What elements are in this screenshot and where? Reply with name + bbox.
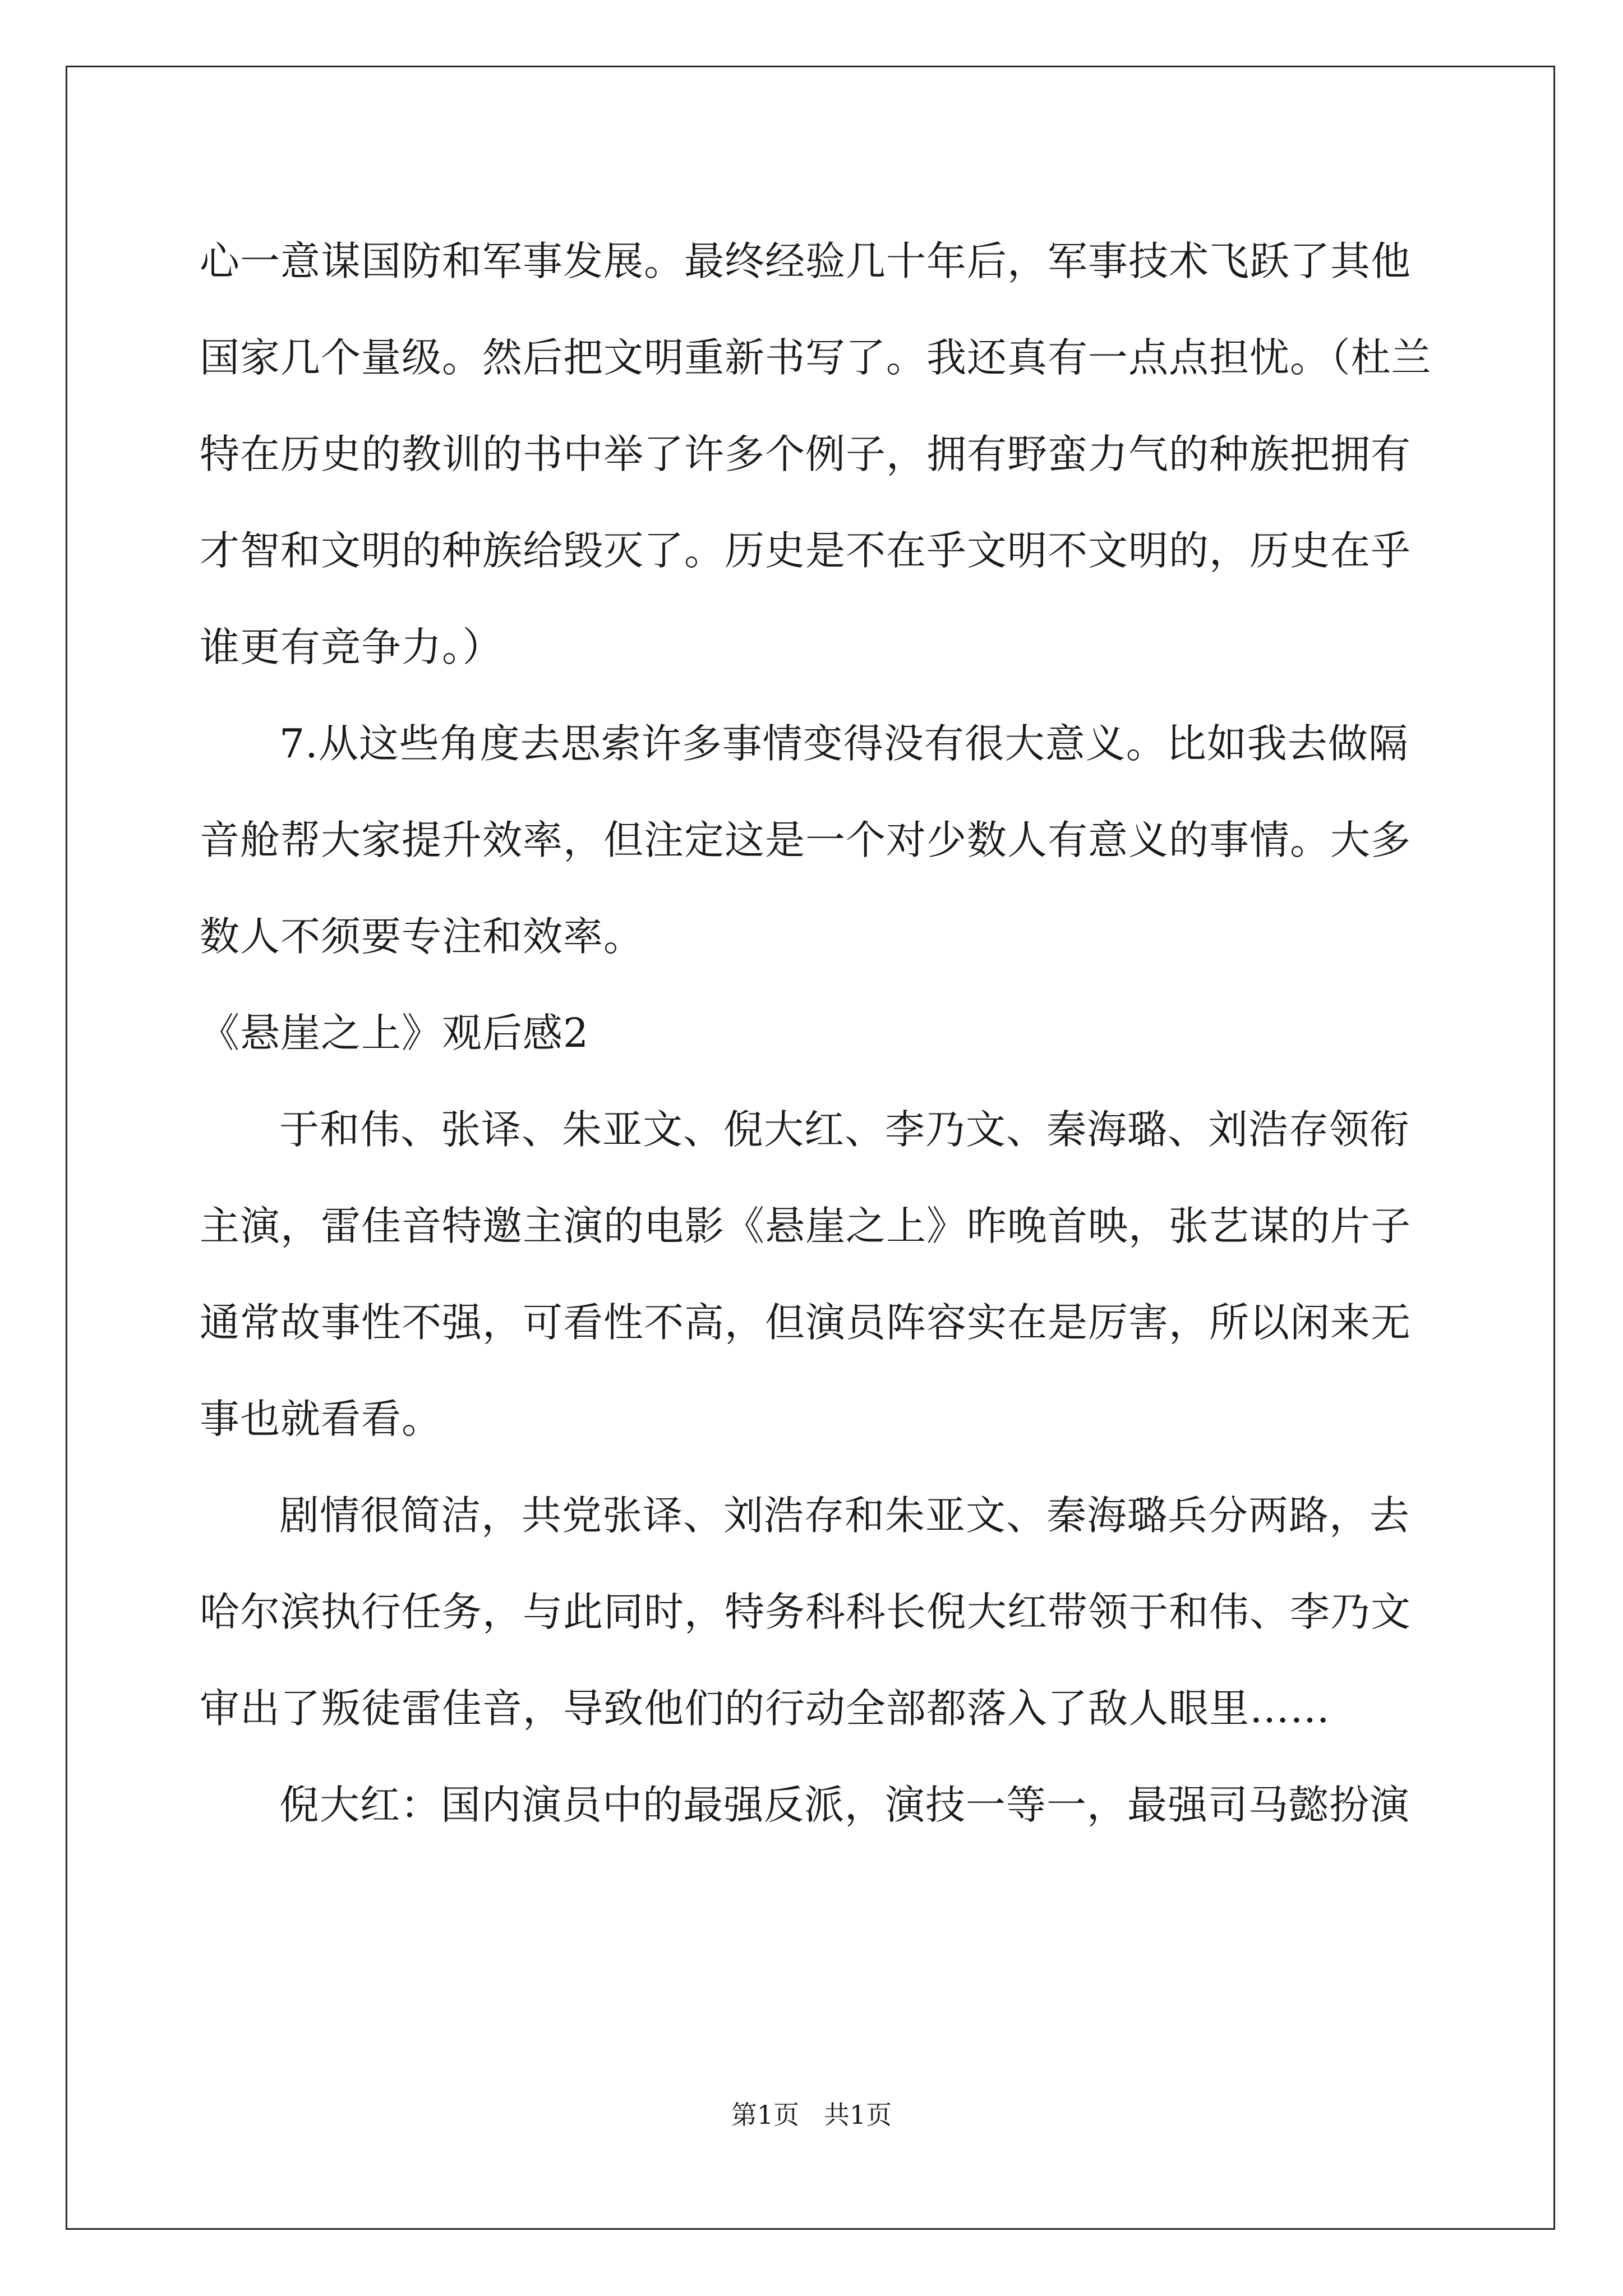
text-line: 谁更有竞争力。）	[200, 624, 503, 670]
text-line: 心一意谋国防和军事发展。最终经验几十年后，军事技术飞跃了其他	[200, 238, 1412, 284]
text-line: 音舱帮大家提升效率，但注定这是一个对少数人有意义的事情。大多	[200, 817, 1412, 863]
text-line: 数人不须要专注和效率。	[200, 913, 644, 960]
page-footer: 第1页 共1页	[731, 2100, 892, 2130]
text-line: 事也就看看。	[200, 1396, 442, 1442]
text-line: 特在历史的教训的书中举了许多个例子，拥有野蛮力气的种族把拥有	[200, 431, 1412, 477]
text-line: 国家几个量级。然后把文明重新书写了。我还真有一点点担忧。（杜兰	[200, 334, 1432, 381]
text-line: 倪大红：国内演员中的最强反派，演技一等一，最强司马懿扮演	[279, 1782, 1410, 1828]
text-line: 7.从这些角度去思索许多事情变得没有很大意义。比如我去做隔	[279, 720, 1409, 767]
text-line: 通常故事性不强，可看性不高，但演员阵容实在是厉害，所以闲来无	[200, 1299, 1412, 1346]
text-line: 才智和文明的种族给毁灭了。历史是不在乎文明不文明的，历史在乎	[200, 527, 1412, 574]
text-line: 哈尔滨执行任务，与此同时，特务科科长倪大红带领于和伟、李乃文	[200, 1589, 1412, 1635]
text-line: 剧情很简洁，共党张译、刘浩存和朱亚文、秦海璐兵分两路，去	[279, 1492, 1410, 1539]
text-line: 审出了叛徒雷佳音，导致他们的行动全部都落入了敌人眼里……	[200, 1685, 1331, 1732]
text-line: 于和伟、张译、朱亚文、倪大红、李乃文、秦海璐、刘浩存领衔	[279, 1106, 1410, 1153]
text-line: 主演，雷佳音特邀主演的电影《悬崖之上》昨晚首映，张艺谋的片子	[200, 1203, 1412, 1249]
section-heading: 《悬崖之上》观后感2	[200, 1010, 589, 1056]
document-body	[200, 213, 1433, 1853]
